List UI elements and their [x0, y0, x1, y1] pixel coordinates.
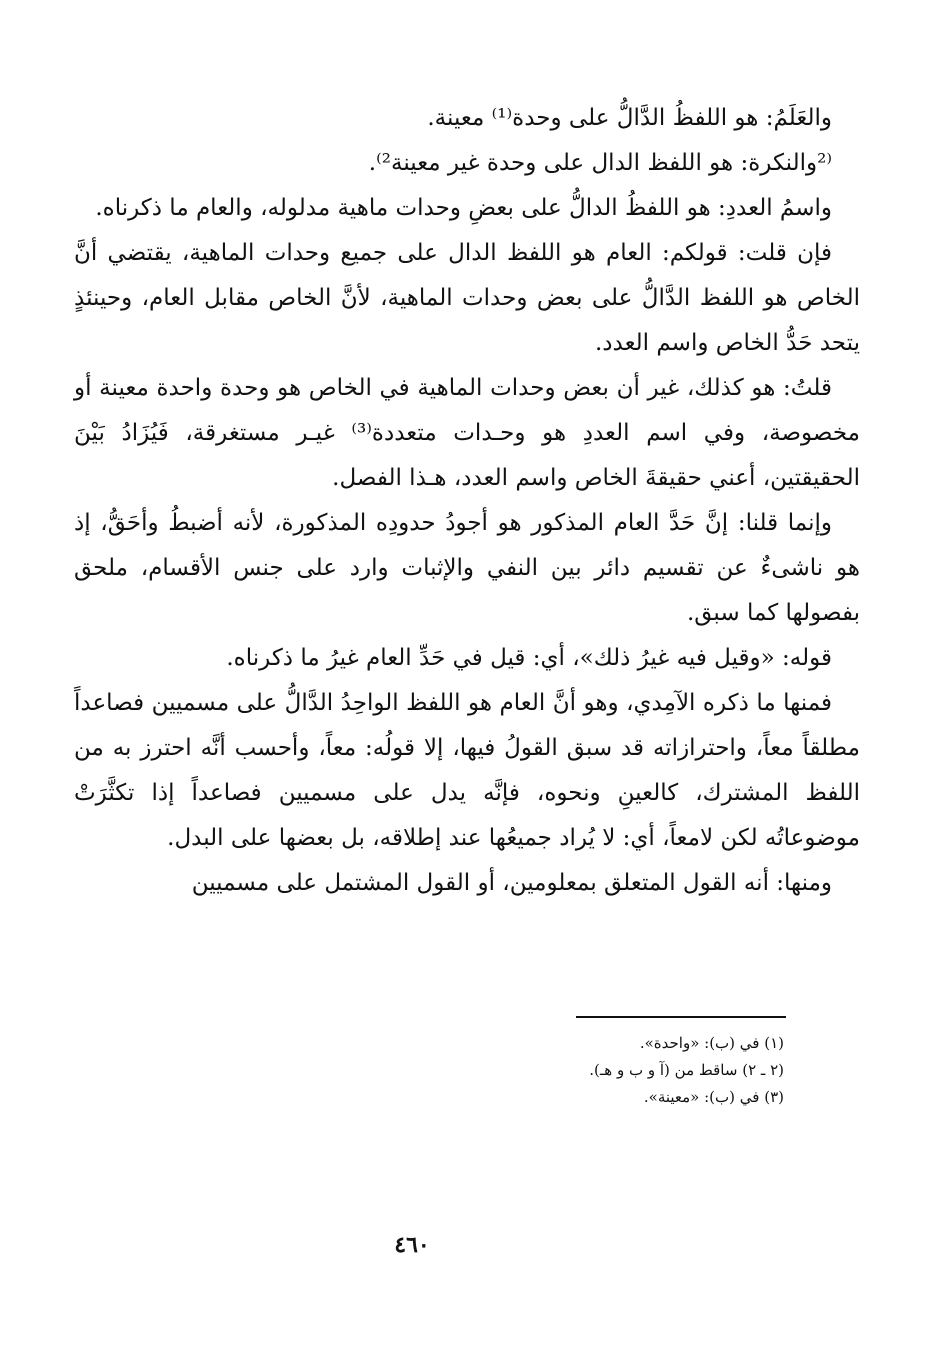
main-text	[74, 96, 860, 906]
paragraph: وإنما قلنا: إنَّ حَدَّ العام المذكور هو أجودُ حدودِه المذكورة، لأنه أضبطُ وأحَقُّ، إذ هو ناشىءٌ عن تقسيم دائر بين النفي والإثبات وارد على جنس الأقسام، ملحق بفصولها كما سبق.	[74, 510, 860, 626]
paragraph: قوله: «وقيل فيه غيرُ ذلك»، أي: قيل في حَدِّ العام غيرُ ما ذكرناه.	[226, 645, 832, 671]
footnote: (٣) في (ب): «معينة».	[643, 1088, 784, 1106]
paragraph: ومنها: أنه القول المتعلق بمعلومين، أو القول المشتمل على مسميين	[191, 870, 832, 896]
paragraph: والعَلَمُ: هو اللفظُ الدَّالُّ على وحدة⁽¹⁾ معينة.	[427, 105, 832, 131]
footnote-divider	[576, 1016, 786, 1018]
footnotes	[420, 1030, 784, 1111]
paragraph: فمنها ما ذكره الآمِدي، وهو أنَّ العام هو اللفظ الواحِدُ الدَّالُّ على مسميين فصاعداً مطلقاً معاً، واحترازاته قد سبق القولُ فيها، إلا قولُه: معاً، وأحسب أنَّه احترز به من اللفظ المشترك، كالعينِ ونحوه، فإنَّه يدل على مسميين فصاعداً إذا تكثَّرَتْ موضوعاتُه لكن لامعاً، أي: لا يُراد جميعُها عند إطلاقه، بل بعضها على البدل.	[74, 690, 860, 851]
page-number: ٤٦٠	[394, 1232, 430, 1258]
paragraph: ⁽²والنكرة: هو اللفظ الدال على وحدة غير معينة²⁾.	[368, 150, 832, 176]
paragraph: واسمُ العددِ: هو اللفظُ الدالُّ على بعضِ وحدات ماهية مدلوله، والعام ما ذكرناه.	[95, 195, 832, 221]
paragraph: فإن قلت: قولكم: العام هو اللفظ الدال على جميع وحدات الماهية، يقتضي أنَّ الخاص هو اللفظ الدَّالُّ على بعض وحدات الماهية، لأنَّ الخاص مقابل العام، وحينئذٍ يتحد حَدُّ الخاص واسم العدد.	[74, 240, 860, 356]
paragraph: قلتُ: هو كذلك، غير أن بعض وحدات الماهية في الخاص هو وحدة واحدة معينة أو مخصوصة، وفي اسم العددِ هو وحـدات متعددة⁽³⁾ غيـر مستغرقة، فَيُزَادُ بَيْنَ الحقيقتين، أعني حقيقةَ الخاص واسم العدد، هـذا الفصل.	[74, 375, 860, 491]
footnote: (٢ ـ ٢) ساقط من (آ و ب و هـ).	[589, 1061, 784, 1079]
footnote: (١) في (ب): «واحدة».	[639, 1034, 784, 1052]
